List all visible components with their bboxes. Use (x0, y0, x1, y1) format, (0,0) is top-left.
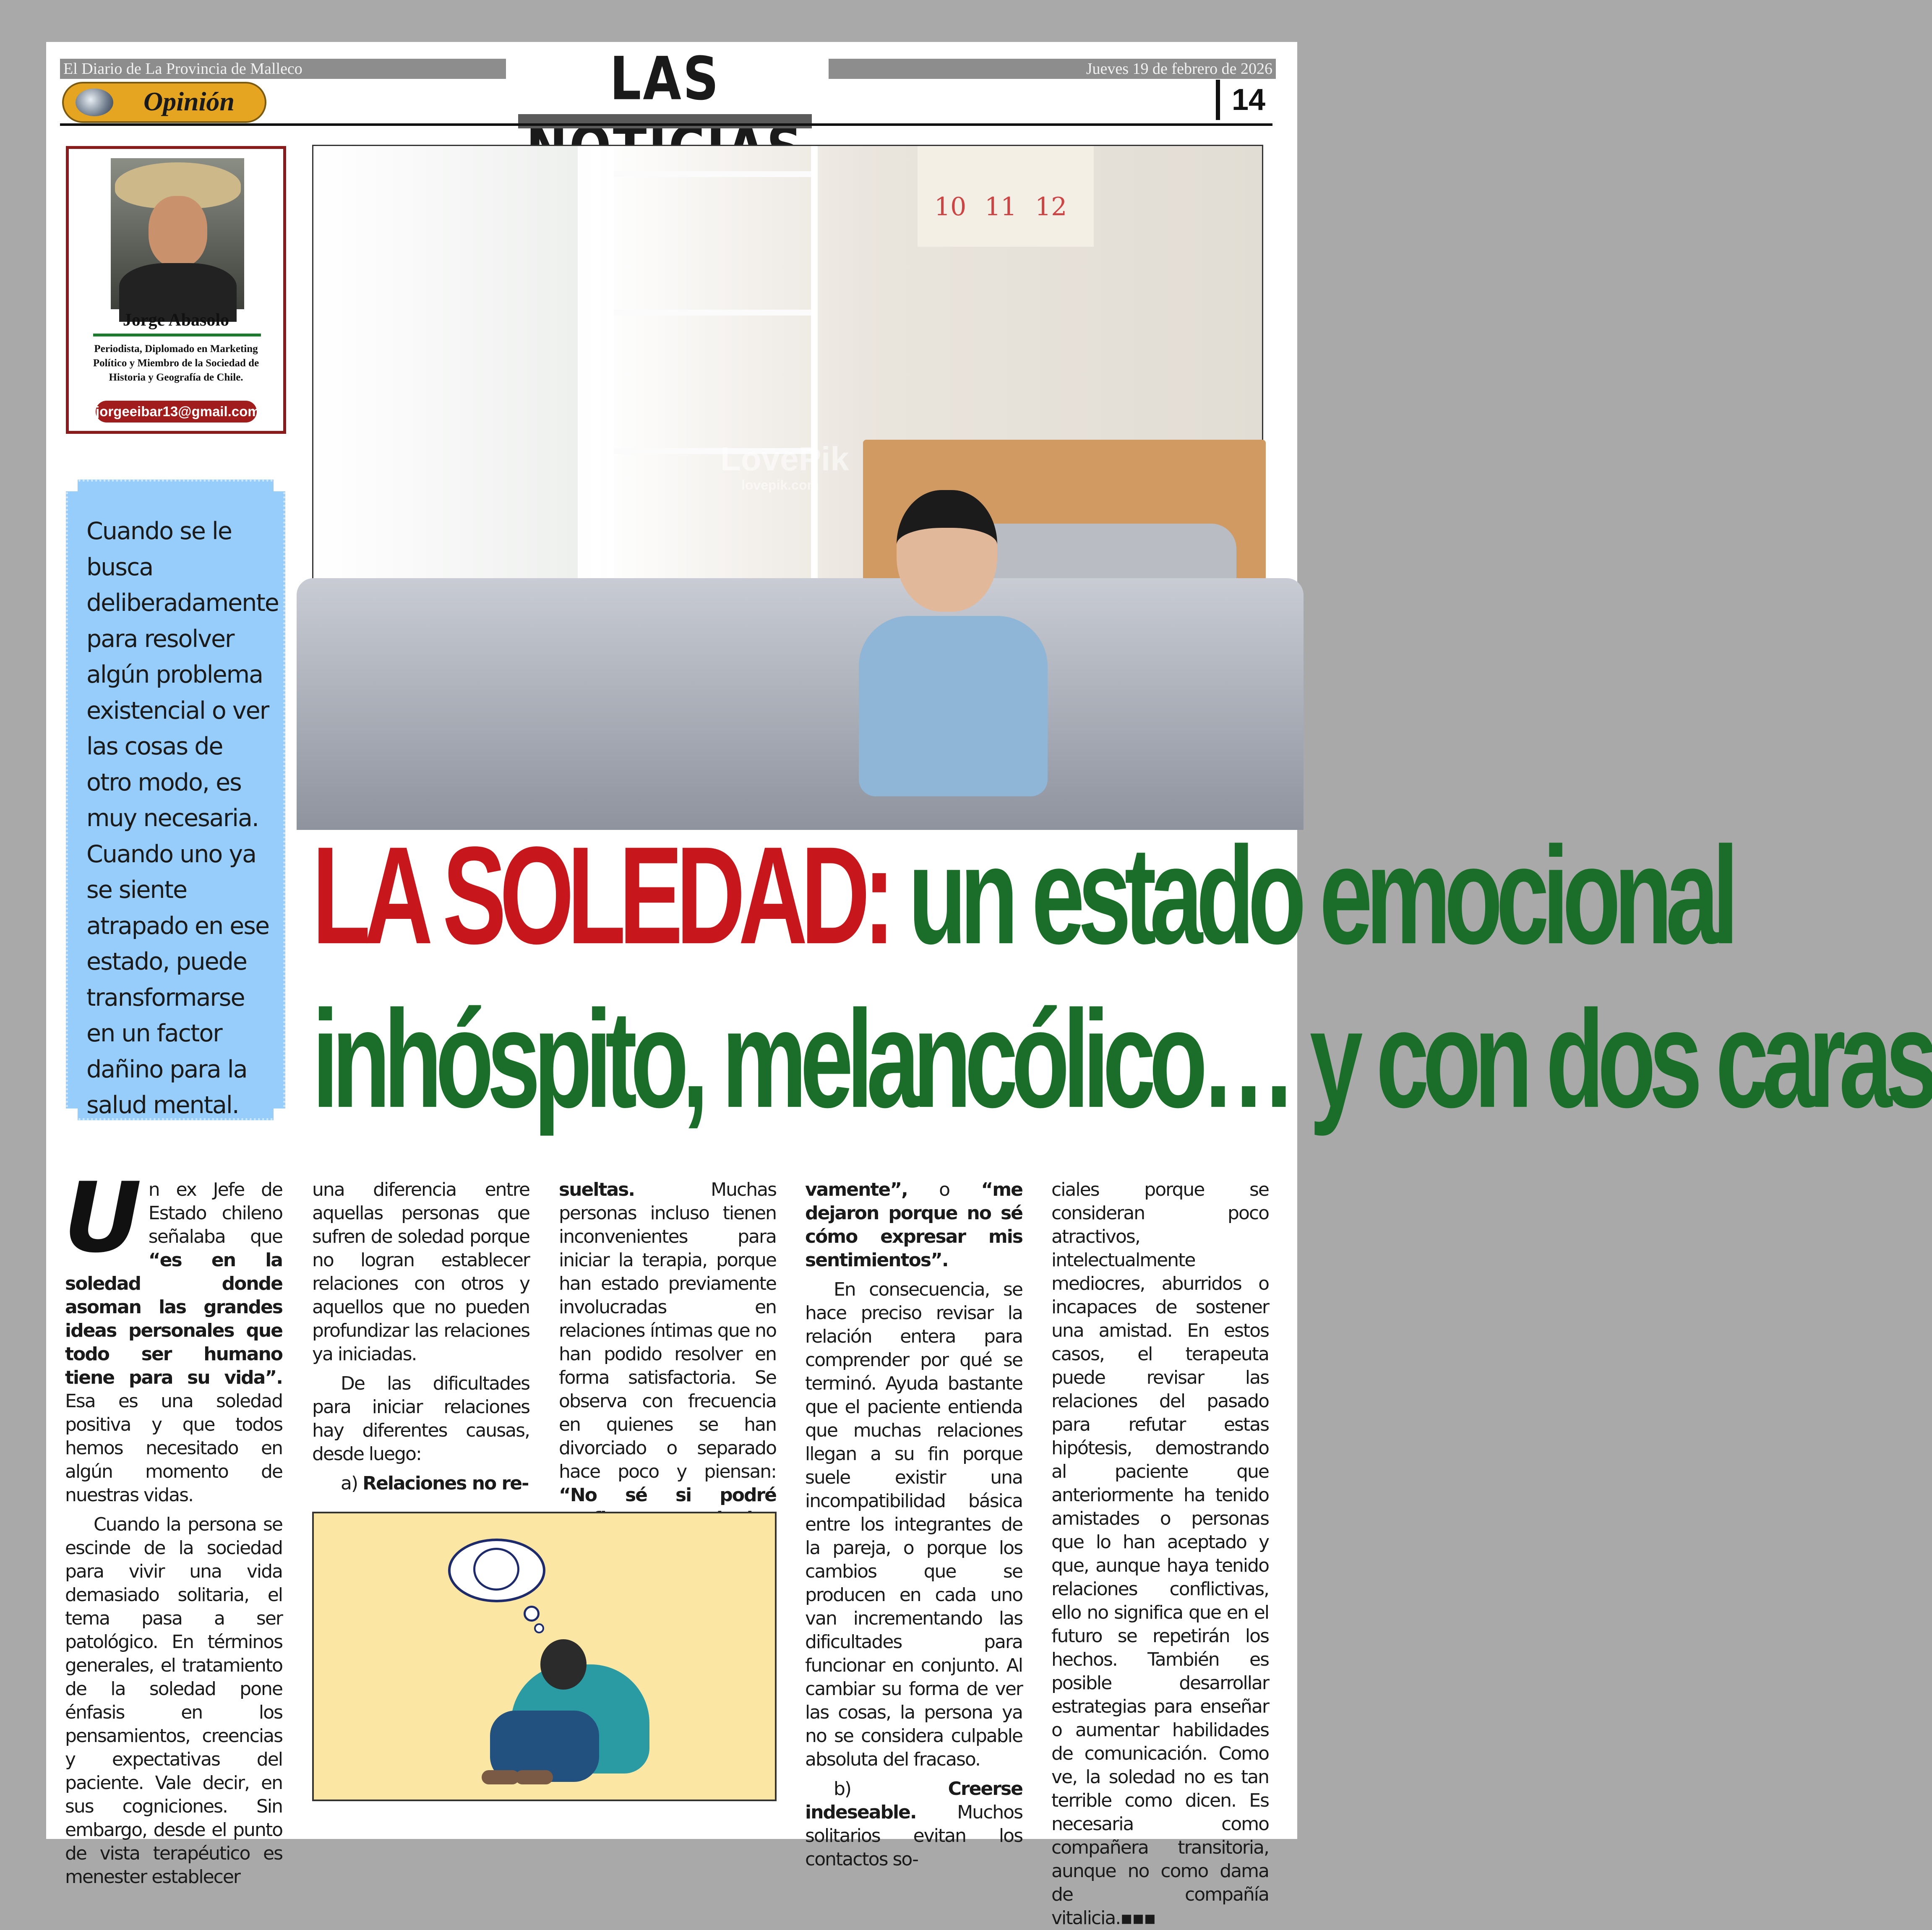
article-column-2: una diferencia entre aquellas personas que sufren de soledad porque no logran establecer relaciones con otros y aquellos que no pueden profundizar las relaciones ya iniciadas. De las dificultades para iniciar relaciones hay diferentes causas, desde luego: a) Relaciones no re- (312, 1179, 529, 1494)
article-column-4: vamente”, o “me dejaron porque no sé cómo expresar mis sentimientos”. En consecuencia, se hace preciso revisar la relación entera para comprender por qué se terminó. Ayuda bastante que el paciente entienda que muchas relaciones llegan a su fin porque suele existir una incompatibilidad básica entre los integrantes de la pareja, o porque los cambios que se producen en cada uno van incrementando las dificultades para funcionar en conjunto. Al cambiar su forma de ver las cosas, la persona ya no se considera culpable absoluta del fracaso. b) Creerse indeseable. Muchos solitarios evitan los contactos so- (805, 1179, 1022, 1870)
section-label: Opinión (143, 86, 235, 116)
author-box (66, 146, 286, 434)
logo-base (518, 114, 812, 128)
pullquote-text: Cuando se le busca deliberadamente para resolver algún problema existencial o ver las cosas de otro modo, es muy necesaria. Cuando uno ya se siente atrapado en ese estado, puede transformarse en un factor dañino para la salud mental. (86, 517, 279, 1119)
author-photo (111, 158, 244, 309)
author-name: Jorge Abasolo (123, 310, 229, 330)
masthead-rule (60, 123, 1272, 126)
headline-red: LA SOLEDAD: (312, 818, 889, 973)
page-number: 14 (1216, 80, 1265, 120)
author-description: Periodista, Diplomado en Marketing Político y Miembro de la Sociedad de Historia y Geografía de Chile. (93, 343, 259, 383)
headline-green-1: un estado emocional (888, 818, 1732, 973)
pullquote-box (66, 480, 285, 1120)
newspaper-logo (510, 44, 820, 135)
main-photo (312, 145, 1263, 796)
article-column-1: Un ex Jefe de Estado chileno señalaba que “es en la soledad donde asoman las grandes ideas personales que todo ser humano tiene para su vida”. Esa es una soledad positiva y que todos hemos necesitado en algún momento de nuestras vidas. Cuando la persona se escinde de la sociedad para vivir una vida demasiado solitaria, el tema pasa a ser patológico. En términos generales, el tratamiento de la soledad pone énfasis en los pensamientos, creencias y expectativas del paciente. Vale decir, en sus cogniciones. Sin embargo, desde el punto de vista terapéutico es menester establecer (63, 1162, 282, 1888)
issue-date: Jueves 19 de febrero de 2026 (1086, 60, 1272, 78)
logo-text: LAS (610, 44, 720, 113)
headline (312, 814, 1932, 1141)
masthead-right-bar (829, 59, 1276, 79)
photo-watermark: LovePik (720, 440, 849, 477)
end-mark: ▪▪▪ (1120, 1907, 1155, 1929)
author-rule (93, 334, 261, 336)
headline-green-2: inhóspito, melancólico… y con dos caras (312, 982, 1932, 1137)
article-column-3: sueltas. Muchas personas incluso tienen inconvenientes para iniciar la terapia, porque han estado previamente involucradas en relaciones íntimas que no han podido resolver en forma satisfactoria. Se observa con frecuencia en quienes se han divorciado o separado hace poco y piensan: “No sé si podré (559, 1179, 776, 1506)
newspaper-name: El Diario de La Provincia de Malleco (63, 60, 302, 78)
drop-cap: U (63, 1162, 141, 1274)
author-email[interactable]: jorgeeibar13@gmail.com (96, 401, 257, 423)
sad-person-illustration (312, 1512, 777, 1801)
photo-watermark-url: lovepik.com (741, 477, 819, 493)
section-pill (62, 82, 266, 123)
article-column-5: ciales porque se consideran poco atractivos, intelectualmente mediocres, aburridos o incapaces de sostener una amistad. En estos casos, el terapeuta puede revisar las relaciones del pasado para refutar estas hipótesis, demostrando al paciente que anteriormente ha tenido amistades o personas que lo han aceptado y que, aunque haya tenido relaciones conflictivas, ello no significa que en el futuro se repetirán los hechos. También es posible desarrollar estrategias para enseñar o aumentar habilidades de comunicación. Como ve, la soledad no es tan terrible como dicen. Es necesaria como compañera transitoria, aunque no como dama de compañía vitalicia.▪▪▪ (1051, 1179, 1269, 1929)
wall-calendar: 10 11 12 (918, 146, 1094, 247)
globe-icon (76, 89, 113, 116)
boy-figure (796, 490, 1073, 792)
masthead-left-bar (60, 59, 506, 79)
